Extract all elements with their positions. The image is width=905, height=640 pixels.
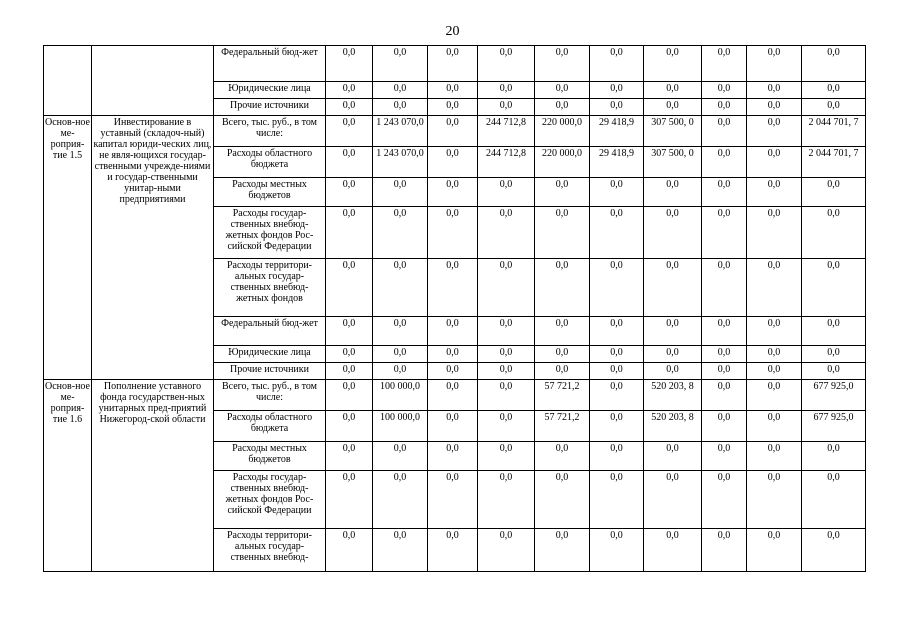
table-row <box>44 116 866 147</box>
value-cell: 0,0 <box>802 82 866 99</box>
value-cell: 0,0 <box>802 471 866 529</box>
value-cell: 0,0 <box>535 471 590 529</box>
value-cell: 0,0 <box>702 207 747 259</box>
value-cell: 0,0 <box>478 99 535 116</box>
value-cell: 1 243 070,0 <box>373 116 428 147</box>
value-cell: 0,0 <box>373 317 428 346</box>
value-cell: 220 000,0 <box>535 147 590 178</box>
value-cell: 0,0 <box>373 259 428 317</box>
value-cell: 520 203, 8 <box>644 411 702 442</box>
value-cell: 0,0 <box>428 471 478 529</box>
funding-source-label: Расходы местных бюджетов <box>214 178 326 207</box>
value-cell: 0,0 <box>644 178 702 207</box>
value-cell: 0,0 <box>478 317 535 346</box>
value-cell: 0,0 <box>428 99 478 116</box>
value-cell: 0,0 <box>702 529 747 572</box>
funding-source-label: Федеральный бюд-жет <box>214 317 326 346</box>
value-cell: 0,0 <box>590 442 644 471</box>
value-cell: 0,0 <box>802 46 866 82</box>
value-cell: 0,0 <box>428 259 478 317</box>
value-cell: 0,0 <box>644 363 702 380</box>
funding-source-label: Федеральный бюд-жет <box>214 46 326 82</box>
value-cell: 0,0 <box>644 46 702 82</box>
value-cell: 0,0 <box>590 178 644 207</box>
value-cell: 29 418,9 <box>590 147 644 178</box>
activity-code: Основ-ное ме-роприя-тие 1.6 <box>44 380 92 572</box>
value-cell: 0,0 <box>326 346 373 363</box>
value-cell: 0,0 <box>702 380 747 411</box>
funding-source-label: Расходы территори-альных государ-ственных внебюд- <box>214 529 326 572</box>
value-cell: 0,0 <box>802 259 866 317</box>
value-cell: 0,0 <box>535 46 590 82</box>
value-cell: 0,0 <box>478 380 535 411</box>
value-cell: 0,0 <box>702 259 747 317</box>
value-cell: 0,0 <box>326 442 373 471</box>
value-cell: 0,0 <box>702 411 747 442</box>
value-cell: 100 000,0 <box>373 411 428 442</box>
value-cell: 0,0 <box>747 442 802 471</box>
funding-source-label: Расходы местных бюджетов <box>214 442 326 471</box>
value-cell: 0,0 <box>747 411 802 442</box>
value-cell: 0,0 <box>644 259 702 317</box>
value-cell: 0,0 <box>373 207 428 259</box>
funding-source-label: Всего, тыс. руб., в том числе: <box>214 380 326 411</box>
value-cell: 307 500, 0 <box>644 147 702 178</box>
value-cell: 0,0 <box>478 363 535 380</box>
value-cell: 0,0 <box>590 346 644 363</box>
value-cell: 0,0 <box>590 207 644 259</box>
value-cell: 0,0 <box>747 116 802 147</box>
value-cell: 0,0 <box>747 178 802 207</box>
value-cell: 0,0 <box>747 259 802 317</box>
funding-source-label: Расходы государ-ственных внебюд-жетных фондов Рос-сийской Федерации <box>214 207 326 259</box>
value-cell: 0,0 <box>478 346 535 363</box>
value-cell: 0,0 <box>428 116 478 147</box>
value-cell: 0,0 <box>478 471 535 529</box>
value-cell: 0,0 <box>326 82 373 99</box>
value-cell: 0,0 <box>373 178 428 207</box>
funding-source-label: Расходы областного бюджета <box>214 147 326 178</box>
value-cell: 0,0 <box>428 207 478 259</box>
value-cell: 0,0 <box>535 259 590 317</box>
value-cell: 2 044 701, 7 <box>802 147 866 178</box>
value-cell: 0,0 <box>326 259 373 317</box>
value-cell: 0,0 <box>590 82 644 99</box>
value-cell: 0,0 <box>428 82 478 99</box>
value-cell: 244 712,8 <box>478 147 535 178</box>
value-cell: 0,0 <box>535 207 590 259</box>
value-cell: 0,0 <box>702 178 747 207</box>
value-cell: 1 243 070,0 <box>373 147 428 178</box>
value-cell: 0,0 <box>535 99 590 116</box>
value-cell: 0,0 <box>428 46 478 82</box>
value-cell: 0,0 <box>644 82 702 99</box>
value-cell: 2 044 701, 7 <box>802 116 866 147</box>
value-cell: 0,0 <box>478 259 535 317</box>
value-cell: 0,0 <box>428 346 478 363</box>
value-cell: 0,0 <box>535 346 590 363</box>
value-cell: 0,0 <box>747 317 802 346</box>
value-cell: 307 500, 0 <box>644 116 702 147</box>
value-cell: 0,0 <box>373 99 428 116</box>
value-cell: 0,0 <box>590 471 644 529</box>
value-cell: 0,0 <box>802 529 866 572</box>
value-cell: 0,0 <box>428 147 478 178</box>
value-cell: 0,0 <box>373 346 428 363</box>
value-cell: 0,0 <box>644 471 702 529</box>
value-cell: 0,0 <box>478 442 535 471</box>
value-cell: 0,0 <box>428 411 478 442</box>
value-cell: 0,0 <box>802 442 866 471</box>
value-cell: 0,0 <box>428 363 478 380</box>
activity-code: Основ-ное ме-роприя-тие 1.5 <box>44 116 92 380</box>
value-cell: 0,0 <box>326 529 373 572</box>
value-cell: 0,0 <box>702 116 747 147</box>
value-cell: 0,0 <box>747 380 802 411</box>
funding-source-label: Всего, тыс. руб., в том числе: <box>214 116 326 147</box>
value-cell: 0,0 <box>478 46 535 82</box>
value-cell: 0,0 <box>802 317 866 346</box>
value-cell: 0,0 <box>802 363 866 380</box>
table-row <box>44 380 866 411</box>
value-cell: 0,0 <box>478 178 535 207</box>
value-cell: 0,0 <box>747 207 802 259</box>
value-cell: 0,0 <box>644 317 702 346</box>
funding-source-label: Прочие источники <box>214 99 326 116</box>
value-cell: 0,0 <box>747 82 802 99</box>
value-cell: 0,0 <box>428 442 478 471</box>
value-cell: 0,0 <box>747 46 802 82</box>
value-cell: 0,0 <box>702 471 747 529</box>
value-cell: 0,0 <box>535 363 590 380</box>
value-cell: 0,0 <box>535 82 590 99</box>
value-cell: 0,0 <box>326 380 373 411</box>
activity-title <box>92 46 214 116</box>
value-cell: 0,0 <box>747 529 802 572</box>
value-cell: 0,0 <box>747 346 802 363</box>
value-cell: 0,0 <box>326 99 373 116</box>
value-cell: 0,0 <box>326 207 373 259</box>
page-number: 20 <box>445 24 460 39</box>
value-cell: 0,0 <box>644 442 702 471</box>
value-cell: 520 203, 8 <box>644 380 702 411</box>
value-cell: 0,0 <box>644 529 702 572</box>
value-cell: 0,0 <box>802 178 866 207</box>
value-cell: 0,0 <box>326 317 373 346</box>
value-cell: 0,0 <box>590 317 644 346</box>
value-cell: 0,0 <box>326 471 373 529</box>
value-cell: 220 000,0 <box>535 116 590 147</box>
value-cell: 0,0 <box>747 147 802 178</box>
value-cell: 0,0 <box>535 178 590 207</box>
value-cell: 0,0 <box>428 529 478 572</box>
value-cell: 0,0 <box>326 46 373 82</box>
value-cell: 677 925,0 <box>802 380 866 411</box>
value-cell: 0,0 <box>535 529 590 572</box>
value-cell: 0,0 <box>535 317 590 346</box>
activity-title: Пополнение уставного фонда государствен-ных унитарных пред-приятий Нижегород-ской области <box>92 380 214 572</box>
value-cell: 0,0 <box>428 317 478 346</box>
value-cell: 0,0 <box>702 46 747 82</box>
value-cell: 0,0 <box>326 116 373 147</box>
value-cell: 0,0 <box>702 363 747 380</box>
value-cell: 0,0 <box>644 207 702 259</box>
value-cell: 0,0 <box>702 82 747 99</box>
value-cell: 0,0 <box>373 529 428 572</box>
value-cell: 0,0 <box>590 380 644 411</box>
activity-title: Инвестирование в уставный (складоч-ный) капитал юриди-ческих лиц, не явля-ющихся государ-ственными учрежде-ниями и государ-ственными унитар-ными предприятиями <box>92 116 214 380</box>
value-cell: 244 712,8 <box>478 116 535 147</box>
value-cell: 0,0 <box>535 442 590 471</box>
value-cell: 0,0 <box>373 471 428 529</box>
value-cell: 0,0 <box>590 99 644 116</box>
value-cell: 0,0 <box>478 207 535 259</box>
funding-source-label: Расходы областного бюджета <box>214 411 326 442</box>
value-cell: 0,0 <box>428 380 478 411</box>
value-cell: 29 418,9 <box>590 116 644 147</box>
activity-code <box>44 46 92 116</box>
value-cell: 0,0 <box>644 346 702 363</box>
value-cell: 0,0 <box>326 411 373 442</box>
value-cell: 0,0 <box>702 442 747 471</box>
funding-source-label: Юридические лица <box>214 346 326 363</box>
value-cell: 0,0 <box>702 317 747 346</box>
value-cell: 0,0 <box>478 411 535 442</box>
value-cell: 0,0 <box>590 259 644 317</box>
value-cell: 0,0 <box>702 99 747 116</box>
value-cell: 0,0 <box>802 99 866 116</box>
value-cell: 0,0 <box>478 82 535 99</box>
value-cell: 0,0 <box>326 363 373 380</box>
table-row <box>44 46 866 82</box>
value-cell: 0,0 <box>747 363 802 380</box>
value-cell: 0,0 <box>590 411 644 442</box>
value-cell: 0,0 <box>590 46 644 82</box>
value-cell: 57 721,2 <box>535 411 590 442</box>
funding-source-label: Юридические лица <box>214 82 326 99</box>
funding-source-label: Расходы территори-альных государ-ственных внебюд-жетных фондов <box>214 259 326 317</box>
value-cell: 677 925,0 <box>802 411 866 442</box>
value-cell: 0,0 <box>373 442 428 471</box>
value-cell: 0,0 <box>373 363 428 380</box>
value-cell: 0,0 <box>326 178 373 207</box>
budget-table <box>43 45 866 572</box>
funding-source-label: Расходы государ-ственных внебюд-жетных фондов Рос-сийской Федерации <box>214 471 326 529</box>
value-cell: 0,0 <box>802 346 866 363</box>
funding-source-label: Прочие источники <box>214 363 326 380</box>
value-cell: 100 000,0 <box>373 380 428 411</box>
value-cell: 0,0 <box>644 99 702 116</box>
value-cell: 0,0 <box>373 82 428 99</box>
value-cell: 0,0 <box>747 99 802 116</box>
value-cell: 0,0 <box>702 346 747 363</box>
value-cell: 0,0 <box>702 147 747 178</box>
value-cell: 0,0 <box>326 147 373 178</box>
value-cell: 0,0 <box>802 207 866 259</box>
value-cell: 0,0 <box>590 363 644 380</box>
value-cell: 0,0 <box>478 529 535 572</box>
value-cell: 57 721,2 <box>535 380 590 411</box>
value-cell: 0,0 <box>747 471 802 529</box>
value-cell: 0,0 <box>590 529 644 572</box>
value-cell: 0,0 <box>373 46 428 82</box>
value-cell: 0,0 <box>428 178 478 207</box>
